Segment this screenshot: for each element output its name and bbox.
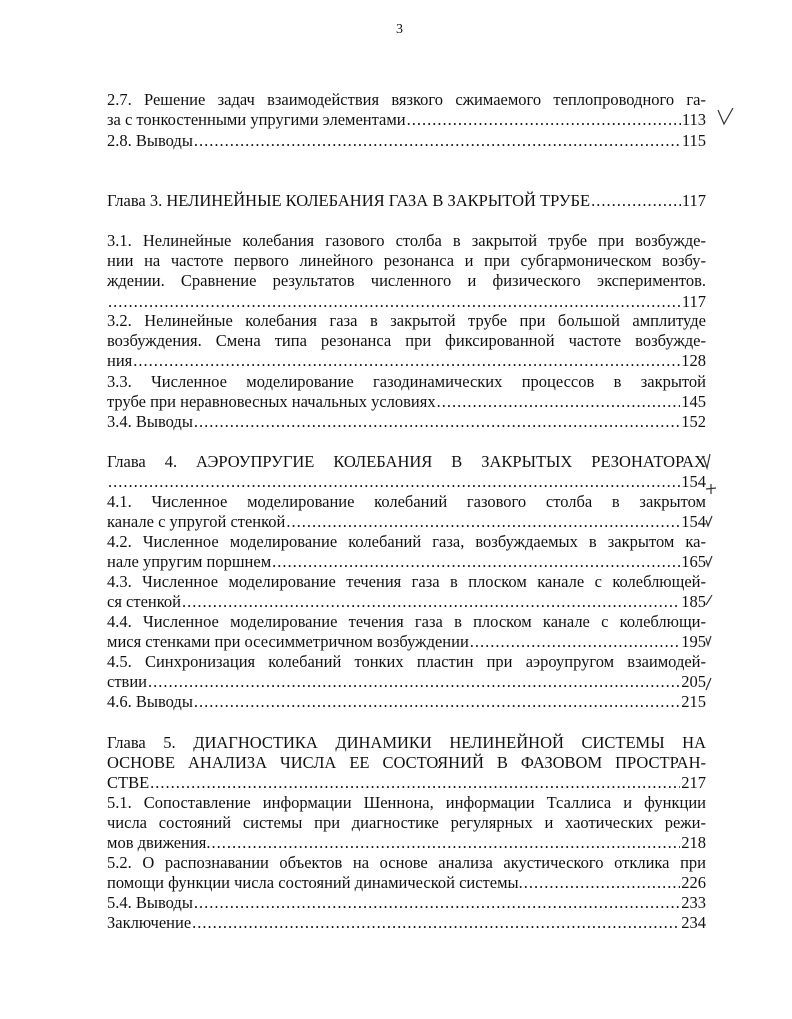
toc-entry-line: 2.7. Решение задач взаимодействия вязкого сжимаемого теплопроводного га-	[107, 90, 706, 109]
toc-page-number: 234	[681, 913, 706, 932]
dot-leader	[524, 873, 681, 893]
dot-leader	[192, 913, 680, 933]
toc-entry-title: помощи функции числа состояний динамической системы.	[107, 873, 523, 893]
toc-page-number: 218	[681, 833, 706, 853]
toc-entry-title: Заключение	[107, 913, 192, 932]
toc-page-number: 226	[681, 873, 706, 893]
toc-entry-title: СТВЕ	[107, 773, 150, 793]
toc-page-number: 128	[681, 351, 706, 371]
toc-entry-line: ждении. Сравнение результатов численного и физического экспериментов.	[107, 271, 706, 291]
toc-entry-line	[107, 692, 706, 712]
dot-leader	[133, 351, 680, 371]
check-mark-icon	[704, 593, 714, 609]
toc-entry-line: 4.1. Численное моделирование колебаний газового столба в закрытом	[107, 492, 706, 511]
toc-entry-line	[107, 632, 706, 652]
toc-chapter-line	[107, 191, 706, 211]
toc-page-number: 145	[681, 392, 706, 412]
toc-entry-line: 3.1. Нелинейные колебания газового столба в закрытой трубе при возбужде-	[107, 231, 706, 250]
dot-leader	[212, 833, 681, 853]
toc-entry-title: нале упругим поршнем	[107, 552, 272, 572]
toc-chapter-line	[107, 472, 706, 492]
toc-entry-line	[107, 893, 706, 913]
toc-entry-line: 5.2. О распознавании объектов на основе анализа акустического отклика при	[107, 853, 706, 872]
toc-entry-line: 4.2. Численное моделирование колебаний газа, возбуждаемых в закрытом ка-	[107, 532, 706, 551]
toc-entry-line	[107, 592, 706, 612]
dot-leader	[286, 512, 680, 532]
toc-page-number: 154	[681, 512, 706, 532]
toc-entry-line: возбуждения. Смена типа резонанса при фиксированной частоте возбужде-	[107, 331, 706, 351]
dot-leader	[437, 392, 681, 412]
toc-chapter-line: Глава 4. АЭРОУПРУГИЕ КОЛЕБАНИЯ В ЗАКРЫТЫХ РЕЗОНАТОРАХ	[107, 452, 706, 471]
check-mark-icon	[716, 106, 736, 128]
toc-page-number: 154	[681, 472, 706, 492]
dot-leader	[591, 191, 681, 211]
dot-leader	[194, 893, 680, 913]
toc-page-number: 233	[681, 893, 706, 912]
toc-entry-line	[107, 412, 706, 432]
toc-entry-line	[107, 351, 706, 371]
toc-entry-title: мов движения.	[107, 833, 211, 853]
toc-entry-line	[107, 672, 706, 692]
toc-page-number: 115	[681, 131, 706, 150]
toc-entry-line: 3.3. Численное моделирование газодинамических процессов в закрытой	[107, 372, 706, 391]
toc-page-number: 117	[681, 191, 706, 210]
toc-page-number: 215	[681, 692, 706, 711]
plus-mark-icon	[704, 482, 718, 496]
toc-entry-line: 3.2. Нелинейные колебания газа в закрытой трубе при большой амплитуде	[107, 311, 706, 330]
check-mark-icon	[704, 676, 714, 694]
toc-entry-title: 4.6. Выводы	[107, 692, 193, 711]
dot-leader	[470, 632, 680, 652]
toc-entry-line	[107, 833, 706, 853]
dot-leader	[194, 412, 680, 432]
toc-page-number: 113	[681, 110, 706, 130]
toc-entry-title: Глава 3. НЕЛИНЕЙНЫЕ КОЛЕБАНИЯ ГАЗА В ЗАКРЫТОЙ ТРУБЕ	[107, 191, 591, 210]
toc-entry-line	[107, 552, 706, 572]
check-mark-icon	[704, 634, 714, 648]
toc-page-number: 117	[681, 291, 706, 311]
dot-leader	[148, 672, 680, 692]
toc-page-number: 205	[681, 672, 706, 692]
check-mark-icon	[700, 452, 714, 472]
toc-entry-title: за с тонкостенными упругими элементами	[107, 110, 406, 130]
check-mark-icon	[704, 514, 714, 528]
toc-page-number: 165	[681, 552, 706, 572]
toc-entry-line: 4.3. Численное моделирование течения газа в плоском канале с колеблющей-	[107, 572, 706, 591]
toc-entry-line	[107, 913, 706, 933]
dot-leader	[150, 773, 680, 793]
toc-entry-title: ся стенкой	[107, 592, 181, 612]
toc-entry-line	[107, 110, 706, 130]
toc-entry-title: 5.4. Выводы	[107, 893, 193, 912]
toc-entry-line: 4.5. Синхронизация колебаний тонких пластин при аэроупругом взаимодей-	[107, 652, 706, 671]
toc-page-number: 185	[681, 592, 706, 612]
toc-page-number: 217	[681, 773, 706, 793]
dot-leader	[194, 131, 681, 151]
toc-entry-title: мися стенками при осесимметричном возбуждении	[107, 632, 469, 652]
toc-entry-line: нии на частоте первого линейного резонанса и при субгармоническом возбу-	[107, 251, 706, 271]
toc-entry-line	[107, 512, 706, 532]
toc-entry-line: 5.1. Сопоставление информации Шеннона, информации Тсаллиса и функции	[107, 793, 706, 812]
dot-leader	[272, 552, 680, 572]
dot-leader	[108, 472, 680, 492]
toc-entry-title: трубе при неравновесных начальных условиях	[107, 392, 436, 412]
toc-chapter-line: Глава 5. ДИАГНОСТИКА ДИНАМИКИ НЕЛИНЕЙНОЙ СИСТЕМЫ НА	[107, 733, 706, 752]
dot-leader	[182, 592, 680, 612]
toc-page-number: 195	[681, 632, 706, 652]
toc-chapter-line: ОСНОВЕ АНАЛИЗА ЧИСЛА ЕЕ СОСТОЯНИЙ В ФАЗОВОМ ПРОСТРАН-	[107, 753, 706, 773]
toc-entry-line	[107, 131, 706, 151]
page-number: 3	[396, 22, 403, 37]
toc-entry-line	[107, 873, 706, 893]
toc-entry-line	[107, 292, 706, 312]
toc-entry-line	[107, 392, 706, 412]
toc-entry-title: 2.8. Выводы	[107, 131, 193, 150]
dot-leader	[108, 292, 681, 312]
toc-page-number: 152	[681, 412, 706, 431]
toc-entry-title: канале с упругой стенкой	[107, 512, 286, 532]
dot-leader	[194, 692, 680, 712]
toc-entry-title: ния	[107, 351, 133, 371]
dot-leader	[407, 110, 681, 130]
toc-entry-line: 4.4. Численное моделирование течения газа в плоском канале с колеблющи-	[107, 612, 706, 631]
toc-entry-title: ствии	[107, 672, 147, 692]
toc-chapter-line	[107, 773, 706, 793]
toc-entry-title: 3.4. Выводы	[107, 412, 193, 431]
check-mark-icon	[704, 554, 714, 568]
toc-entry-line: числа состояний системы при диагностике регулярных и хаотических режи-	[107, 813, 706, 833]
